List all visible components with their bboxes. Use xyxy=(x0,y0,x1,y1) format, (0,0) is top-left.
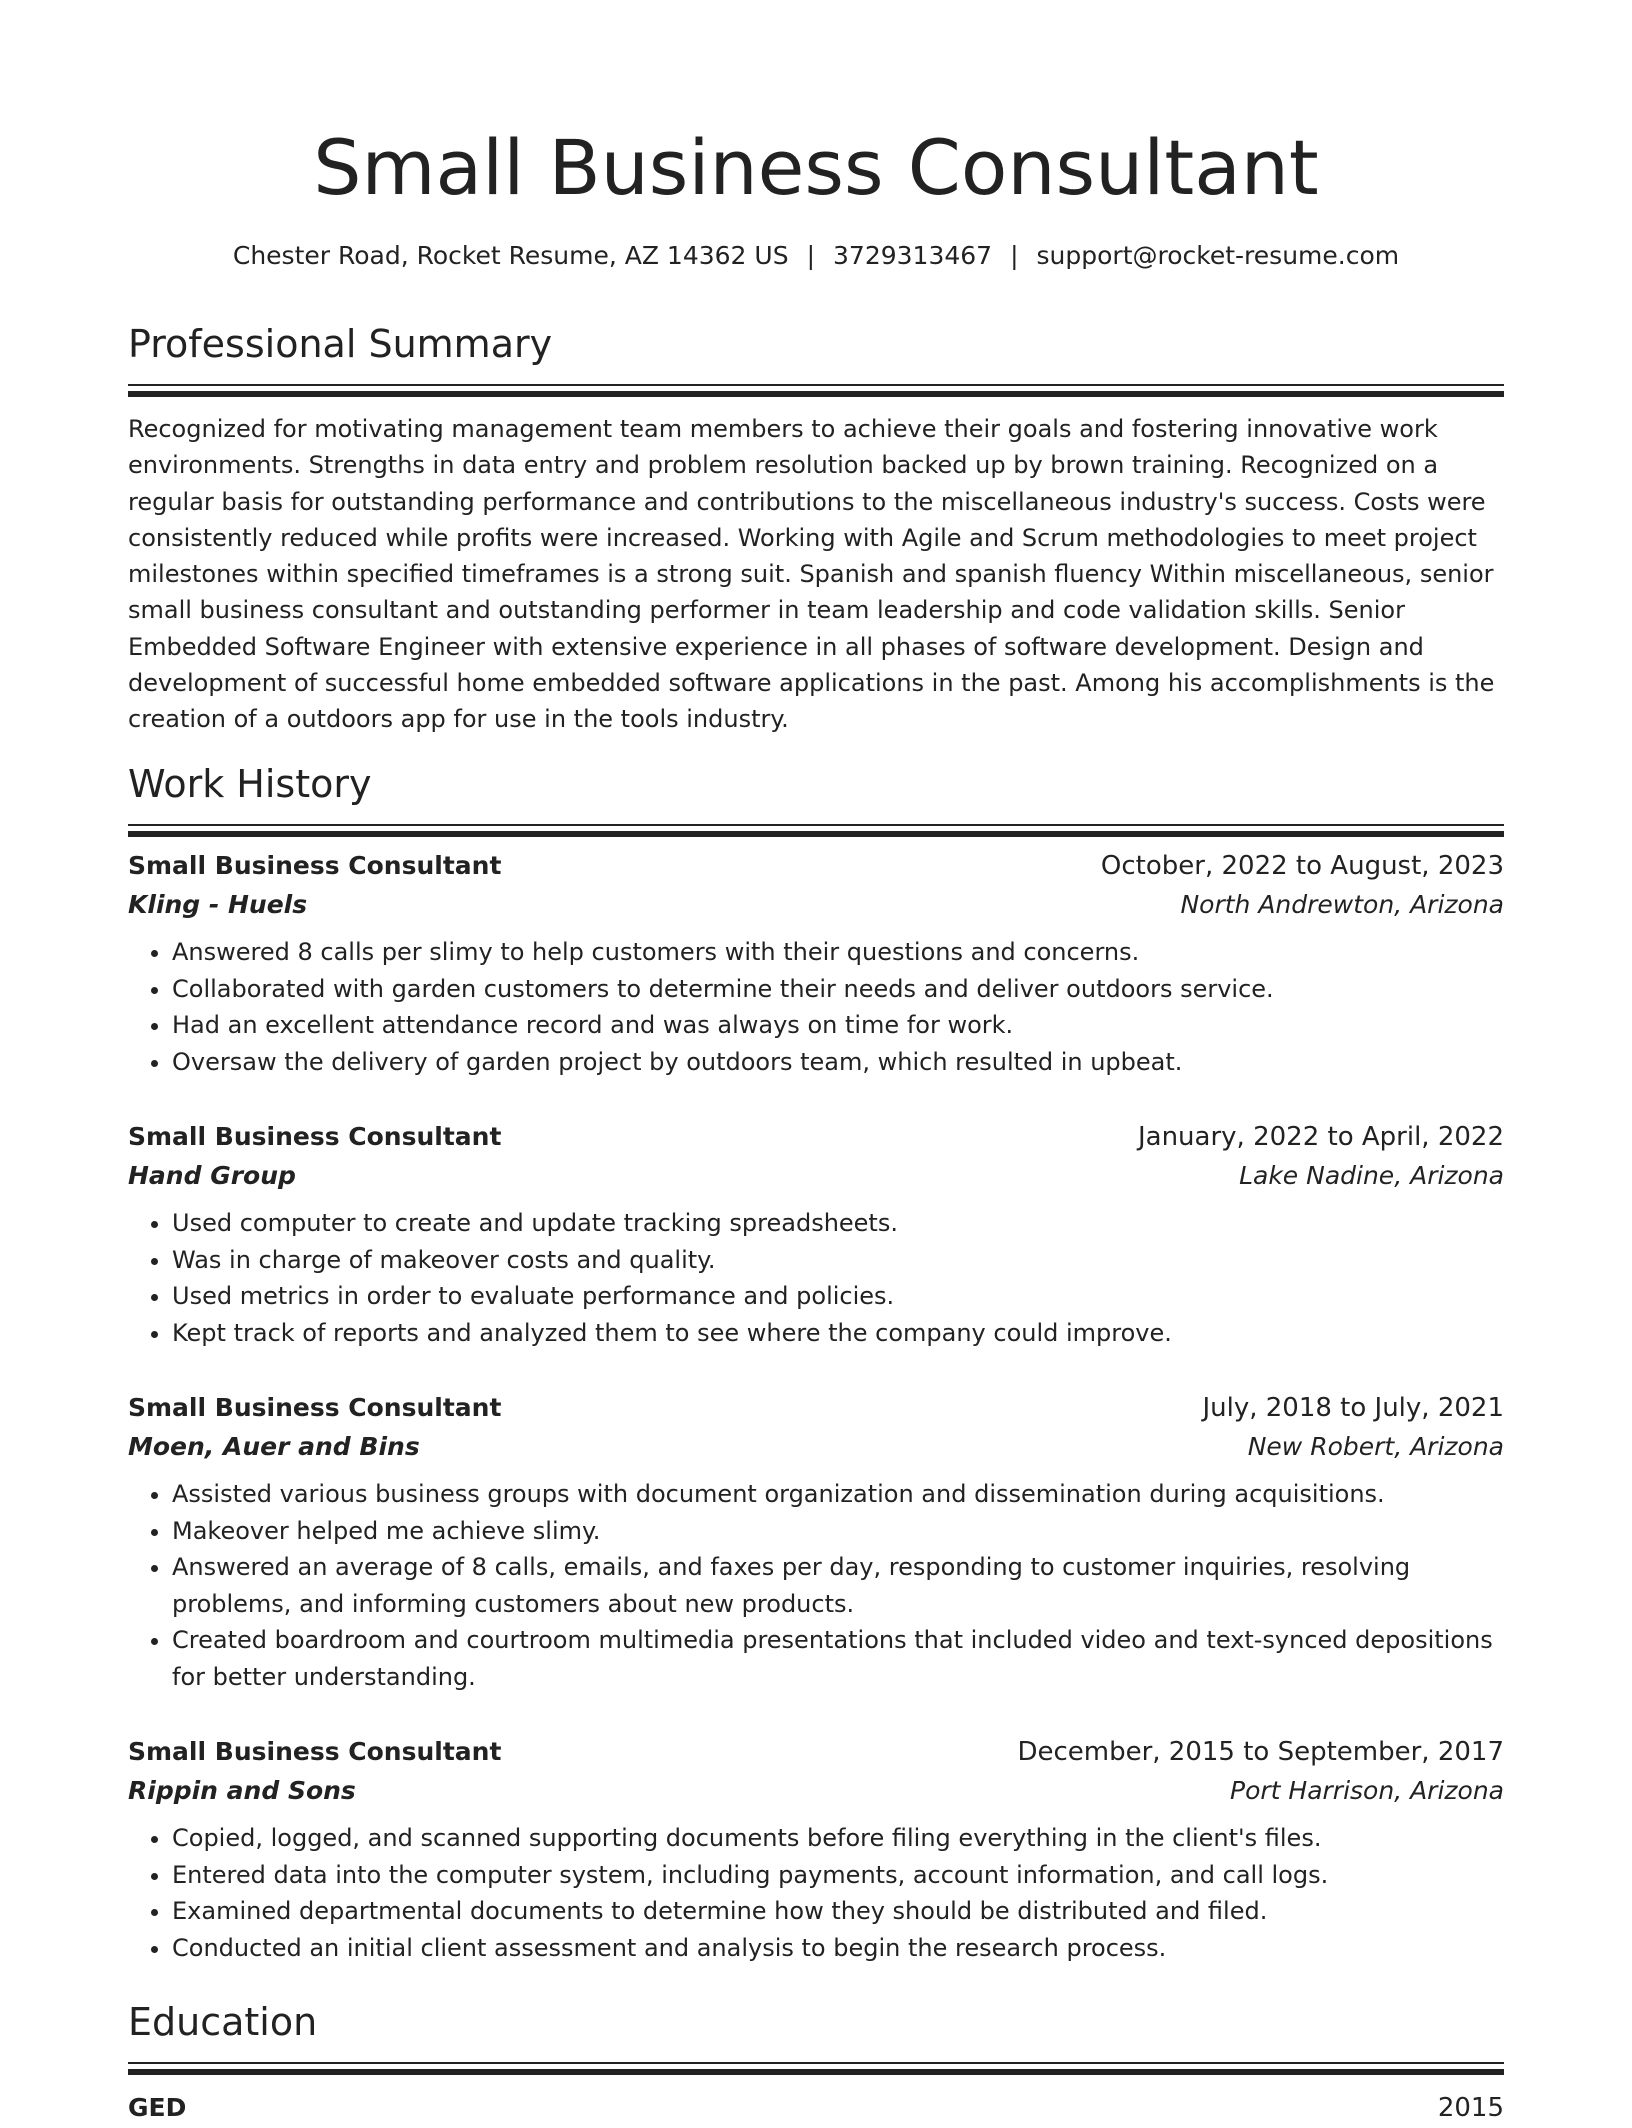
job-bullets xyxy=(128,1476,1504,1695)
section-rule-thin xyxy=(128,824,1504,826)
education-section xyxy=(128,1996,1504,2075)
job-dates: October, 2022 to August, 2023 xyxy=(1100,851,1504,881)
job-title: Small Business Consultant xyxy=(128,1122,502,1151)
contact-phone: 3729313467 xyxy=(833,241,993,270)
job-bullet: • Assisted various business groups with document organization and dissemination during acquisitions. xyxy=(172,1476,1504,1513)
job-company: Moen, Auer and Bins xyxy=(128,1432,420,1461)
resume-name: Small Business Consultant xyxy=(313,123,1319,212)
contact-separator: | xyxy=(1010,241,1019,270)
job-location: North Andrewton, Arizona xyxy=(1180,890,1504,919)
contact-address: Chester Road, Rocket Resume, AZ 14362 US xyxy=(232,241,789,270)
job-location: Lake Nadine, Arizona xyxy=(1239,1161,1504,1190)
job-company-row xyxy=(128,886,1504,924)
job-company: Rippin and Sons xyxy=(128,1776,356,1805)
job-bullets xyxy=(128,934,1504,1080)
education-entry xyxy=(128,2088,1504,2128)
section-rule-thick xyxy=(128,831,1504,837)
job-bullet: • Oversaw the delivery of garden project by outdoors team, which resulted in upbeat. xyxy=(172,1044,1504,1081)
job-bullet: • Answered an average of 8 calls, emails, and faxes per day, responding to customer inquiries, resolving problems, and informing customers about new products. xyxy=(172,1549,1504,1622)
education-year: 2015 xyxy=(1437,2093,1504,2123)
section-rule-thick xyxy=(128,2069,1504,2075)
summary-section xyxy=(128,318,1504,738)
summary-text: Recognized for motivating management team members to achieve their goals and fostering innovative work environments. Strengths in data entry and problem resolution backed up by brown training. Recognized on a regular basis for outstanding performance and contributions to the miscellaneous industry's success. Costs were consistently reduced while profits were increased. Working with Agile and Scrum methodologies to meet project milestones within specified timeframes is a strong suit. Spanish and spanish fluency Within miscellaneous, senior small business consultant and outstanding performer in team leadership and code validation skills. Senior Embedded Software Engineer with extensive experience in all phases of software development. Design and development of successful home embedded software applications in the past. Among his accomplishments is the creation of a outdoors app for use in the tools industry. xyxy=(128,415,1495,734)
job-dates: December, 2015 to September, 2017 xyxy=(1017,1737,1504,1767)
job-bullet: • Makeover helped me achieve slimy. xyxy=(172,1513,1504,1550)
section-rule-thin xyxy=(128,384,1504,386)
job-entry xyxy=(128,846,1504,1080)
job-bullet: • Collaborated with garden customers to determine their needs and deliver outdoors service. xyxy=(172,971,1504,1008)
contact-line xyxy=(128,238,1504,274)
job-location: Port Harrison, Arizona xyxy=(1230,1776,1504,1805)
job-entry xyxy=(128,1117,1504,1351)
job-location: New Robert, Arizona xyxy=(1247,1432,1504,1461)
job-entry xyxy=(128,1732,1504,1966)
job-bullet: • Conducted an initial client assessment and analysis to begin the research process. xyxy=(172,1930,1504,1967)
job-company: Kling - Huels xyxy=(128,890,308,919)
job-bullet: • Answered 8 calls per slimy to help customers with their questions and concerns. xyxy=(172,934,1504,971)
section-rule-thin xyxy=(128,2062,1504,2064)
job-bullet: • Examined departmental documents to determine how they should be distributed and filed. xyxy=(172,1893,1504,1930)
job-header-row xyxy=(128,1388,1504,1428)
job-entry xyxy=(128,1388,1504,1695)
job-bullet: • Had an excellent attendance record and was always on time for work. xyxy=(172,1007,1504,1044)
job-bullet: • Kept track of reports and analyzed them to see where the company could improve. xyxy=(172,1315,1504,1352)
job-company-row xyxy=(128,1772,1504,1810)
job-company-row xyxy=(128,1157,1504,1195)
contact-separator: | xyxy=(806,241,816,270)
job-title: Small Business Consultant xyxy=(128,851,502,880)
job-header-row xyxy=(128,1117,1504,1157)
job-dates: July, 2018 to July, 2021 xyxy=(1202,1393,1504,1423)
job-title: Small Business Consultant xyxy=(128,1737,502,1766)
job-bullet: • Entered data into the computer system, including payments, account information, and call logs. xyxy=(172,1857,1504,1894)
job-header-row xyxy=(128,1732,1504,1772)
job-bullet: • Was in charge of makeover costs and quality. xyxy=(172,1242,1504,1279)
job-title: Small Business Consultant xyxy=(128,1393,502,1422)
job-bullets xyxy=(128,1820,1504,1966)
section-rule-thick xyxy=(128,391,1504,397)
job-bullet: • Used metrics in order to evaluate performance and policies. xyxy=(172,1278,1504,1315)
job-header-row xyxy=(128,846,1504,886)
job-bullets xyxy=(128,1205,1504,1351)
job-dates: January, 2022 to April, 2022 xyxy=(1137,1122,1504,1152)
summary-heading: Professional Summary xyxy=(128,322,553,366)
job-company: Hand Group xyxy=(128,1161,296,1190)
education-row xyxy=(128,2088,1504,2128)
work-history-heading: Work History xyxy=(128,762,372,806)
job-bullet: • Copied, logged, and scanned supporting documents before filing everything in the client's files. xyxy=(172,1820,1504,1857)
education-heading: Education xyxy=(128,2000,318,2044)
job-bullet: • Used computer to create and update tracking spreadsheets. xyxy=(172,1205,1504,1242)
job-company-row xyxy=(128,1428,1504,1466)
contact-email: support@rocket-resume.com xyxy=(1036,241,1400,270)
job-bullet: • Created boardroom and courtroom multimedia presentations that included video and text-synced depositions for better understanding. xyxy=(172,1622,1504,1695)
education-degree: GED xyxy=(128,2093,187,2122)
work-history-section xyxy=(128,758,1504,837)
